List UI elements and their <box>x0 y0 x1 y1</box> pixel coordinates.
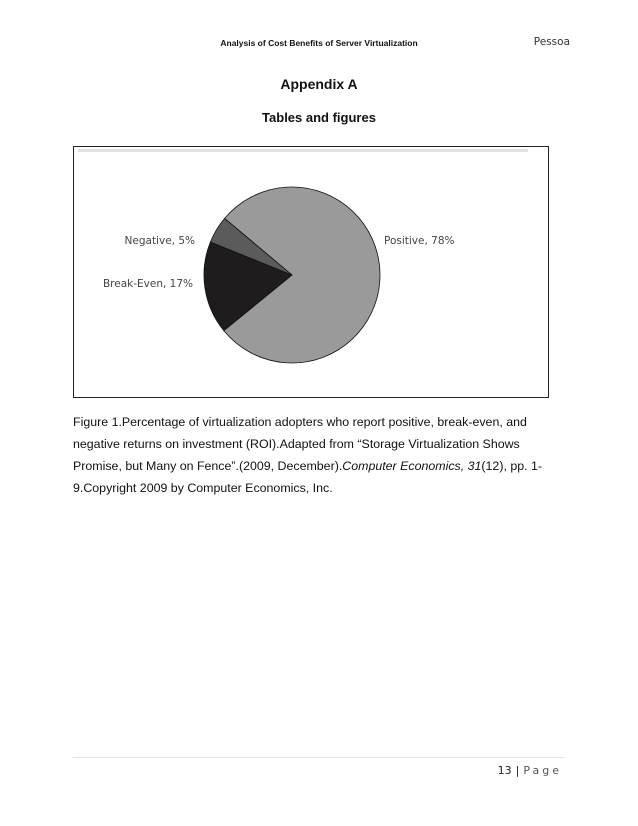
page-header-author: Pessoa <box>533 36 570 48</box>
pie-chart <box>74 147 548 397</box>
footer-separator: | <box>515 764 520 777</box>
chart-top-band <box>78 149 528 152</box>
figure-caption <box>73 411 563 499</box>
pie-label-positive: Positive, 78% <box>384 235 455 247</box>
appendix-subtitle: Tables and figures <box>262 110 376 125</box>
page-number: 13 <box>497 764 512 777</box>
appendix-title: Appendix A <box>280 76 358 92</box>
pie-label-break-even: Break-Even, 17% <box>102 278 193 290</box>
footer-rule <box>73 757 565 758</box>
caption-text-end: (12), pp. 1-9.Copyright 2009 by Computer Economics, Inc. <box>73 459 543 495</box>
figure-box <box>73 146 549 398</box>
page-header-title: Analysis of Cost Benefits of Server Virtualization <box>220 38 418 48</box>
caption-journal: Computer Economics, 31 <box>342 459 482 473</box>
page-word: Page <box>523 764 562 777</box>
page-footer <box>498 764 562 777</box>
pie-label-negative: Negative, 5% <box>124 235 195 247</box>
caption-text: Figure 1.Percentage of virtualization adopters who report positive, break-even, and negative returns on investment (ROI).Adapted from “Storage Virtualization Shows Promise, but Many on Fence”.(2009, December). <box>73 415 527 473</box>
